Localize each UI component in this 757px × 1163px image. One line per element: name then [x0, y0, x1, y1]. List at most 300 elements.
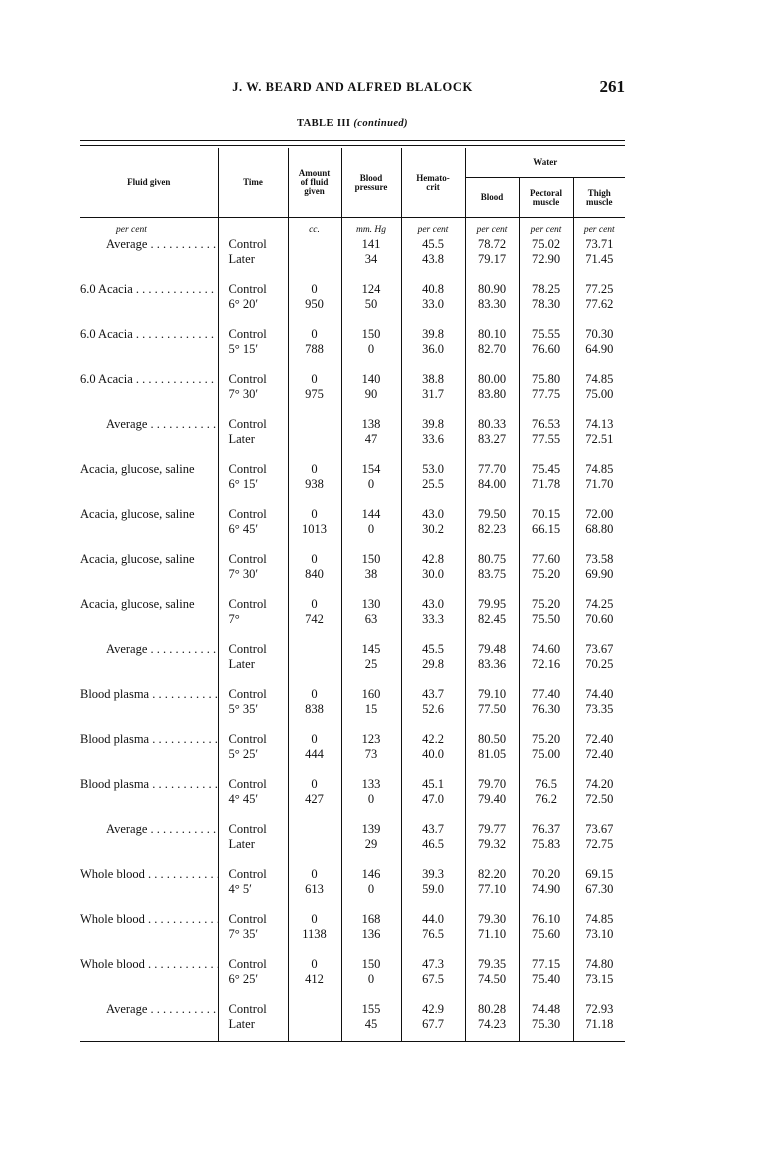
table-row	[80, 771, 625, 816]
cell-thigh-value: 70.30	[585, 327, 614, 341]
cell-blood-pressure-value: 150	[361, 552, 381, 566]
cell-amount	[288, 951, 341, 996]
cell-water-blood-value: 82.70	[477, 342, 507, 356]
table-row	[80, 996, 625, 1042]
cell-fluid	[80, 996, 218, 1042]
table-row	[80, 906, 625, 951]
cell-time-value: 5° 25′	[228, 747, 259, 761]
cell-thigh-value: 71.45	[585, 252, 614, 266]
cell-blood-pressure	[341, 546, 401, 591]
cell-blood-pressure-value: 0	[367, 522, 375, 536]
cell-amount-value	[289, 657, 341, 672]
table-row	[80, 411, 625, 456]
cell-hematocrit-value: 67.5	[422, 972, 444, 986]
cell-thigh-value: 69.90	[585, 567, 614, 581]
cell-fluid	[80, 366, 218, 411]
cell-blood-pressure-value: 145	[361, 642, 381, 656]
cell-blood-pressure-value: 0	[367, 342, 375, 356]
unit-pectoral: per cent	[519, 218, 573, 238]
cell-water-blood-value: 84.00	[477, 477, 507, 491]
cell-thigh-value: 70.60	[585, 612, 614, 626]
cell-blood-pressure	[341, 996, 401, 1042]
cell-pectoral-value: 74.48	[531, 1002, 561, 1016]
cell-thigh	[573, 501, 625, 546]
cell-amount-value: 613	[305, 882, 324, 896]
cell-thigh-value: 73.15	[585, 972, 614, 986]
cell-water-blood-value: 80.28	[477, 1002, 507, 1016]
cell-amount-value: 1013	[302, 522, 327, 536]
cell-water-blood-value: 79.48	[477, 642, 507, 656]
col-header-pectoral-line: muscle	[532, 196, 560, 207]
cell-time-value: Later	[228, 837, 255, 851]
cell-amount-value	[289, 1002, 341, 1017]
cell-hematocrit-value: 39.3	[422, 867, 444, 881]
cell-time-value: 6° 25′	[228, 972, 259, 986]
cell-time-value: Control	[228, 867, 267, 881]
cell-fluid	[80, 906, 218, 951]
cell-thigh-value: 74.13	[585, 417, 614, 431]
cell-pectoral	[519, 906, 573, 951]
cell-thigh	[573, 321, 625, 366]
col-header-amount-line: of fluid	[300, 177, 329, 187]
cell-blood-pressure-value: 150	[361, 957, 381, 971]
cell-amount-value: 950	[305, 297, 324, 311]
cell-blood-pressure-value: 160	[361, 687, 381, 701]
col-header-fluid: Fluid given	[80, 148, 218, 218]
cell-amount-value: 444	[305, 747, 324, 761]
cell-blood-pressure-value: 155	[361, 1002, 381, 1016]
cell-water-blood-value: 79.17	[477, 252, 507, 266]
cell-hematocrit-value: 33.3	[422, 612, 444, 626]
cell-time-value: 6° 45′	[228, 522, 259, 536]
cell-hematocrit	[401, 591, 465, 636]
cell-amount-value	[289, 252, 341, 267]
cell-blood-pressure	[341, 771, 401, 816]
fluid-label: 6.0 Acacia . . .	[80, 327, 218, 342]
cell-pectoral-value: 75.80	[531, 372, 561, 386]
cell-pectoral	[519, 546, 573, 591]
cell-time	[218, 237, 288, 276]
cell-hematocrit-value: 44.0	[422, 912, 444, 926]
cell-time	[218, 321, 288, 366]
cell-pectoral-value: 75.55	[531, 327, 561, 341]
cell-thigh	[573, 276, 625, 321]
cell-thigh-value: 73.67	[585, 642, 614, 656]
cell-time-value: 7° 35′	[228, 927, 259, 941]
cell-time-value: Later	[228, 657, 255, 671]
cell-pectoral	[519, 411, 573, 456]
cell-pectoral-value: 77.75	[531, 387, 561, 401]
cell-hematocrit	[401, 501, 465, 546]
cell-thigh-value: 69.15	[585, 867, 614, 881]
cell-water-blood-value: 79.30	[477, 912, 507, 926]
cell-hematocrit-value: 38.8	[422, 372, 444, 386]
fluid-label: Whole blood . . .	[80, 912, 218, 927]
table-row	[80, 951, 625, 996]
cell-thigh	[573, 996, 625, 1042]
cell-time-value: Later	[228, 252, 255, 266]
cell-hematocrit	[401, 726, 465, 771]
table-row	[80, 636, 625, 681]
cell-pectoral-value: 77.40	[531, 687, 561, 701]
fluid-label: Whole blood . . .	[80, 957, 218, 972]
cell-fluid	[80, 276, 218, 321]
cell-time-value: 6° 15′	[228, 477, 259, 491]
cell-fluid	[80, 321, 218, 366]
cell-time-value: 7° 30′	[228, 387, 259, 401]
cell-thigh-value: 72.00	[585, 507, 614, 521]
cell-thigh-value: 72.93	[585, 1002, 614, 1016]
cell-amount	[288, 456, 341, 501]
cell-amount	[288, 546, 341, 591]
cell-pectoral-value: 70.20	[531, 867, 561, 881]
cell-hematocrit-value: 52.6	[422, 702, 444, 716]
cell-pectoral	[519, 951, 573, 996]
cell-pectoral-value: 76.60	[531, 342, 561, 356]
table-row	[80, 816, 625, 861]
unit-water-blood: per cent	[465, 218, 519, 238]
col-header-bp-line: pressure	[354, 181, 388, 192]
cell-blood-pressure	[341, 237, 401, 276]
cell-pectoral-value: 78.25	[531, 282, 561, 296]
table-row	[80, 237, 625, 276]
cell-fluid	[80, 951, 218, 996]
cell-amount-value: 0	[311, 597, 318, 611]
cell-hematocrit	[401, 951, 465, 996]
cell-amount-value: 975	[305, 387, 324, 401]
cell-hematocrit	[401, 546, 465, 591]
cell-water-blood-value: 80.90	[477, 282, 507, 296]
fluid-label: Acacia, glucose, saline	[80, 597, 195, 611]
cell-amount-value: 840	[305, 567, 324, 581]
cell-pectoral	[519, 681, 573, 726]
col-header-blood-pressure	[341, 148, 401, 218]
cell-blood-pressure-value: 45	[364, 1017, 378, 1031]
cell-hematocrit-value: 30.0	[422, 567, 444, 581]
unit-thigh: per cent	[573, 218, 625, 238]
cell-blood-pressure-value: 133	[361, 777, 381, 791]
cell-amount-value: 0	[311, 912, 318, 926]
cell-time	[218, 951, 288, 996]
cell-hematocrit-value: 59.0	[422, 882, 444, 896]
cell-amount-value	[289, 822, 341, 837]
cell-thigh	[573, 411, 625, 456]
cell-pectoral-value: 77.55	[531, 432, 561, 446]
table-row	[80, 501, 625, 546]
cell-water-blood-value: 79.77	[477, 822, 507, 836]
cell-pectoral-value: 75.20	[531, 597, 561, 611]
table-row	[80, 591, 625, 636]
cell-time	[218, 681, 288, 726]
cell-pectoral-value: 76.5	[535, 777, 557, 791]
cell-hematocrit-value: 45.5	[422, 642, 444, 656]
cell-water-blood	[465, 996, 519, 1042]
cell-thigh-value: 72.40	[585, 732, 614, 746]
cell-thigh	[573, 237, 625, 276]
cell-amount	[288, 591, 341, 636]
cell-amount	[288, 996, 341, 1042]
table-row	[80, 276, 625, 321]
cell-water-blood-value: 80.50	[477, 732, 507, 746]
cell-hematocrit-value: 43.8	[422, 252, 444, 266]
cell-blood-pressure-value: 136	[361, 927, 381, 941]
cell-blood-pressure-value: 130	[361, 597, 381, 611]
cell-water-blood-value: 83.30	[477, 297, 507, 311]
cell-pectoral-value: 72.16	[531, 657, 561, 671]
cell-blood-pressure-value: 146	[361, 867, 381, 881]
cell-thigh-value: 67.30	[585, 882, 614, 896]
cell-water-blood-value: 71.10	[477, 927, 507, 941]
cell-pectoral-value: 75.20	[531, 732, 561, 746]
cell-thigh-value: 73.10	[585, 927, 614, 941]
col-header-thigh-line: Thigh	[587, 187, 611, 198]
cell-blood-pressure-value: 168	[361, 912, 381, 926]
cell-thigh-value: 72.50	[585, 792, 614, 806]
cell-fluid	[80, 456, 218, 501]
cell-pectoral	[519, 771, 573, 816]
cell-fluid	[80, 861, 218, 906]
col-header-amount-line: Amount	[298, 168, 331, 178]
cell-time-value: Control	[228, 237, 267, 251]
top-rule	[80, 140, 625, 141]
cell-pectoral-value: 70.15	[531, 507, 561, 521]
cell-blood-pressure	[341, 636, 401, 681]
cell-thigh	[573, 951, 625, 996]
cell-hematocrit-value: 42.8	[422, 552, 444, 566]
fluid-label: Blood plasma . . .	[80, 777, 218, 792]
cell-hematocrit	[401, 366, 465, 411]
cell-hematocrit-value: 29.8	[422, 657, 444, 671]
fluid-label: Whole blood . . .	[80, 867, 218, 882]
cell-water-blood	[465, 456, 519, 501]
cell-hematocrit-value: 53.0	[422, 462, 444, 476]
cell-time	[218, 366, 288, 411]
cell-time-value: 5° 15′	[228, 342, 259, 356]
cell-blood-pressure-value: 29	[364, 837, 378, 851]
cell-hematocrit	[401, 816, 465, 861]
cell-water-blood	[465, 546, 519, 591]
cell-thigh-value: 72.51	[585, 432, 614, 446]
cell-hematocrit-value: 39.8	[422, 327, 444, 341]
cell-thigh	[573, 906, 625, 951]
cell-hematocrit-value: 43.0	[422, 597, 444, 611]
cell-amount-value: 0	[311, 777, 318, 791]
cell-pectoral	[519, 996, 573, 1042]
cell-amount-value	[289, 1017, 341, 1032]
cell-pectoral-value: 75.50	[531, 612, 561, 626]
cell-amount-value: 427	[305, 792, 324, 806]
cell-fluid	[80, 816, 218, 861]
cell-hematocrit-value: 45.1	[422, 777, 444, 791]
col-header-thigh-line: muscle	[586, 196, 613, 207]
cell-thigh-value: 72.40	[585, 747, 614, 761]
cell-blood-pressure-value: 141	[361, 237, 381, 251]
cell-thigh-value: 74.80	[585, 957, 614, 971]
cell-time	[218, 861, 288, 906]
cell-amount-value	[289, 237, 341, 252]
cell-time-value: 4° 5′	[228, 882, 252, 896]
cell-hematocrit	[401, 636, 465, 681]
top-rule-double	[80, 145, 625, 146]
cell-amount-value: 0	[311, 732, 318, 746]
cell-fluid	[80, 636, 218, 681]
cell-time	[218, 771, 288, 816]
cell-hematocrit-value: 43.0	[422, 507, 444, 521]
cell-water-blood	[465, 771, 519, 816]
cell-hematocrit-value: 42.2	[422, 732, 444, 746]
cell-amount	[288, 411, 341, 456]
cell-water-blood	[465, 906, 519, 951]
cell-pectoral	[519, 366, 573, 411]
cell-thigh	[573, 861, 625, 906]
page-header	[80, 77, 625, 100]
cell-pectoral-value: 78.30	[531, 297, 561, 311]
cell-pectoral-value: 75.83	[531, 837, 561, 851]
cell-amount-value: 938	[305, 477, 324, 491]
cell-thigh-value: 73.71	[585, 237, 614, 251]
cell-water-blood-value: 83.27	[477, 432, 507, 446]
cell-fluid	[80, 411, 218, 456]
fluid-label: 6.0 Acacia . . .	[80, 282, 218, 297]
cell-water-blood-value: 74.50	[477, 972, 507, 986]
cell-pectoral	[519, 816, 573, 861]
fluid-label: Average . . .	[80, 822, 218, 837]
cell-time-value: Control	[228, 1002, 267, 1016]
cell-amount	[288, 681, 341, 726]
cell-amount	[288, 861, 341, 906]
cell-blood-pressure-value: 15	[364, 702, 378, 716]
cell-amount-value: 412	[305, 972, 324, 986]
cell-amount	[288, 366, 341, 411]
cell-water-blood-value: 81.05	[477, 747, 507, 761]
cell-time-value: Control	[228, 372, 267, 386]
cell-pectoral-value: 76.53	[531, 417, 561, 431]
cell-thigh-value: 64.90	[585, 342, 614, 356]
cell-water-blood-value: 82.20	[477, 867, 507, 881]
cell-pectoral-value: 74.90	[531, 882, 561, 896]
cell-thigh-value: 72.75	[585, 837, 614, 851]
cell-water-blood	[465, 321, 519, 366]
cell-water-blood-value: 79.10	[477, 687, 507, 701]
col-header-hematocrit	[401, 148, 465, 218]
cell-time	[218, 906, 288, 951]
cell-blood-pressure	[341, 276, 401, 321]
cell-time	[218, 996, 288, 1042]
table-row	[80, 321, 625, 366]
data-table	[80, 148, 625, 1042]
cell-time-value: Control	[228, 642, 267, 656]
col-header-water: Water	[465, 148, 625, 178]
cell-blood-pressure-value: 138	[361, 417, 381, 431]
fluid-label: Average . . .	[80, 642, 218, 657]
cell-water-blood-value: 80.10	[477, 327, 507, 341]
cell-blood-pressure	[341, 726, 401, 771]
col-header-hemato-line: crit	[426, 181, 440, 192]
cell-water-blood	[465, 951, 519, 996]
cell-hematocrit-value: 42.9	[422, 1002, 444, 1016]
cell-hematocrit-value: 76.5	[422, 927, 444, 941]
cell-hematocrit-value: 67.7	[422, 1017, 444, 1031]
cell-hematocrit-value: 39.8	[422, 417, 444, 431]
cell-amount	[288, 771, 341, 816]
cell-blood-pressure	[341, 951, 401, 996]
cell-amount	[288, 276, 341, 321]
cell-water-blood-value: 80.33	[477, 417, 507, 431]
cell-fluid	[80, 681, 218, 726]
cell-pectoral-value: 75.02	[531, 237, 561, 251]
fluid-label: Acacia, glucose, saline	[80, 462, 195, 476]
cell-water-blood-value: 79.32	[477, 837, 507, 851]
cell-amount-value	[289, 432, 341, 447]
cell-water-blood	[465, 726, 519, 771]
cell-pectoral-value: 75.00	[531, 747, 561, 761]
cell-amount-value: 0	[311, 957, 318, 971]
cell-thigh-value: 77.62	[585, 297, 614, 311]
cell-hematocrit-value: 45.5	[422, 237, 444, 251]
cell-water-blood	[465, 591, 519, 636]
cell-pectoral-value: 77.15	[531, 957, 561, 971]
cell-time-value: Control	[228, 957, 267, 971]
page-number: 261	[599, 77, 625, 96]
cell-amount-value	[289, 837, 341, 852]
cell-hematocrit-value: 46.5	[422, 837, 444, 851]
cell-water-blood-value: 82.45	[477, 612, 507, 626]
cell-amount-value: 742	[305, 612, 324, 626]
cell-water-blood	[465, 636, 519, 681]
cell-blood-pressure	[341, 456, 401, 501]
cell-water-blood-value: 82.23	[477, 522, 507, 536]
cell-hematocrit-value: 40.8	[422, 282, 444, 296]
table-caption-continued: (continued)	[353, 118, 408, 129]
cell-time-value: Control	[228, 282, 267, 296]
cell-pectoral	[519, 501, 573, 546]
col-header-pectoral-line: Pectoral	[530, 187, 562, 198]
cell-thigh-value: 74.40	[585, 687, 614, 701]
cell-hematocrit-value: 31.7	[422, 387, 444, 401]
cell-water-blood-value: 83.75	[477, 567, 507, 581]
cell-water-blood-value: 79.95	[477, 597, 507, 611]
cell-hematocrit-value: 43.7	[422, 687, 444, 701]
table-row	[80, 456, 625, 501]
cell-thigh-value: 71.70	[585, 477, 614, 491]
cell-hematocrit	[401, 237, 465, 276]
col-header-time: Time	[218, 148, 288, 218]
cell-water-blood-value: 78.72	[477, 237, 507, 251]
cell-water-blood-value: 77.50	[477, 702, 507, 716]
cell-thigh-value: 74.85	[585, 372, 614, 386]
cell-time	[218, 726, 288, 771]
table-row	[80, 681, 625, 726]
cell-water-blood	[465, 501, 519, 546]
cell-blood-pressure-value: 50	[364, 297, 378, 311]
cell-fluid	[80, 237, 218, 276]
cell-thigh-value: 68.80	[585, 522, 614, 536]
cell-fluid	[80, 501, 218, 546]
cell-pectoral-value: 72.90	[531, 252, 561, 266]
cell-blood-pressure-value: 0	[367, 972, 375, 986]
cell-amount-value: 0	[311, 552, 318, 566]
cell-fluid	[80, 546, 218, 591]
fluid-label: Acacia, glucose, saline	[80, 507, 195, 521]
cell-pectoral	[519, 321, 573, 366]
unit-time	[218, 218, 288, 238]
cell-amount	[288, 816, 341, 861]
cell-blood-pressure	[341, 681, 401, 726]
col-header-amount-line: given	[304, 186, 325, 196]
cell-thigh-value: 75.00	[585, 387, 614, 401]
cell-time-value: Control	[228, 552, 267, 566]
cell-blood-pressure-value: 150	[361, 327, 381, 341]
